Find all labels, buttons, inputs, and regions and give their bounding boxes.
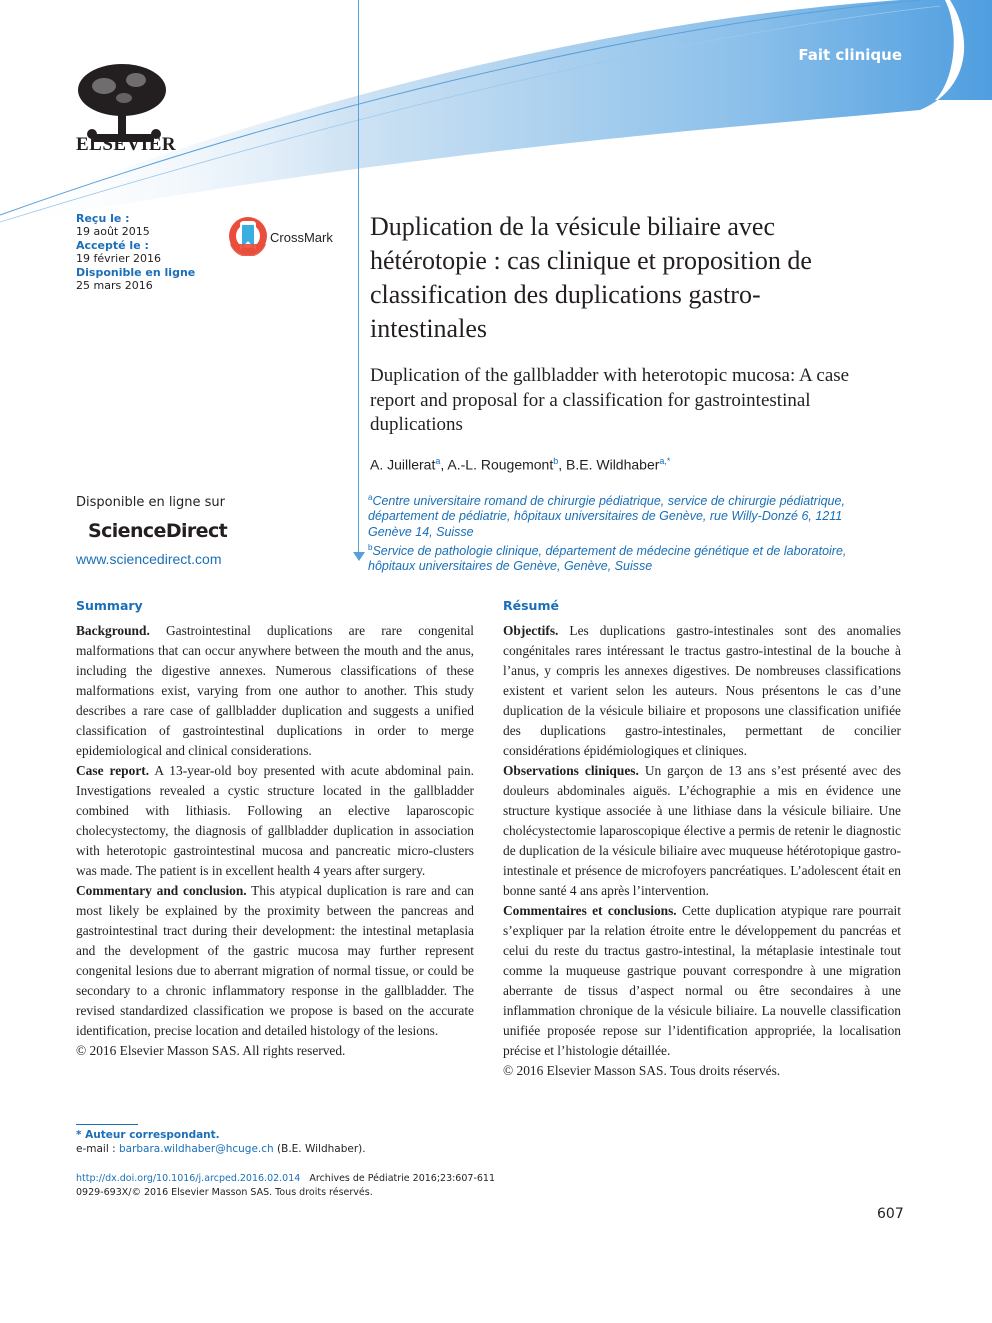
article-title-fr: Duplication de la vésicule biliaire avec hétérotopie : cas clinique et proposition de classification des duplications gastro-intestinales bbox=[370, 212, 812, 343]
online-date: 25 mars 2016 bbox=[76, 279, 153, 293]
summary-paragraph bbox=[76, 621, 474, 761]
affiliation-text: Service de pathologie clinique, département de médecine génétique et de laboratoire, hôpitaux universitaires de Genève, Genève, Suisse bbox=[368, 543, 847, 574]
footnote bbox=[76, 1128, 366, 1156]
article-dates bbox=[76, 212, 226, 292]
copyright-line bbox=[76, 1041, 474, 1061]
availability-label: Disponible en ligne sur bbox=[76, 495, 226, 510]
affiliations bbox=[368, 490, 888, 574]
copyright-line bbox=[503, 1061, 901, 1081]
publisher-name: ELSEVIER bbox=[76, 134, 177, 155]
paragraph-label: Case report. bbox=[76, 763, 150, 778]
affiliation-mark: b bbox=[368, 542, 373, 552]
summary-heading: Summary bbox=[76, 598, 143, 613]
citation-block bbox=[76, 1172, 495, 1200]
summary-column bbox=[76, 598, 474, 1061]
author-affiliation-mark[interactable]: a bbox=[435, 456, 441, 466]
affiliation-mark: a bbox=[368, 493, 373, 502]
journal-citation: Archives de Pédiatrie 2016;23:607-611 bbox=[309, 1173, 496, 1184]
paragraph-text: Cette duplication atypique rare pourrait s’expliquer par la relation étroite entre le développement du pancréas et celui du reste du tractus gastro-intestinal, la métaplasie intestinale tout comme la muqueuse gastrique pouvant correspondre à une migration aberrante de tissus d’aspect normal ou être secondaires à une inflammation chronique de la vésicule biliaire. La nouvelle classification unifiée proposée repose sur l’identification appropriée, la localisation précise et l’histologie détaillée. bbox=[503, 903, 901, 1058]
author-name: B.E. Wildhaber bbox=[566, 456, 660, 473]
resume-heading: Résumé bbox=[503, 598, 559, 613]
sciencedirect-link[interactable]: www.sciencedirect.com bbox=[76, 551, 222, 567]
paragraph-text: This atypical duplication is rare and can most likely be explained by the proximity between the pancreas and gastrointestinal tract during their development: the intestinal metaplasia and the development of the gastric mucosa may further represent congenital lesions due to aberrant migration of normal tissue, or could be secondary to a chronic inflammatory response in the gallbladder. The revised standardized classification we propose is based on the accurate identification, precise location and detailed histology of the lesions. bbox=[76, 883, 474, 1038]
online-label: Disponible en ligne bbox=[76, 265, 196, 279]
accepted-label: Accepté le : bbox=[76, 238, 149, 252]
resume-paragraph bbox=[503, 761, 901, 901]
crossmark-label[interactable]: CrossMark bbox=[270, 230, 333, 245]
paragraph-text: © 2016 Elsevier Masson SAS. All rights reserved. bbox=[76, 1043, 346, 1058]
author-name: A. Juillerat bbox=[370, 456, 436, 473]
resume-paragraph bbox=[503, 621, 901, 761]
received-label: Reçu le : bbox=[76, 212, 130, 225]
author-affiliation-mark[interactable]: b bbox=[553, 456, 559, 466]
vertical-divider bbox=[358, 0, 359, 560]
paragraph-text: Gastrointestinal duplications are rare congenital malformations that can occur anywhere between the mouth and the anus, including the digestive annexes. Numerous classifications of these malformations exist, varying from one author to another. This study describes a rare case of gallbladder duplication and suggests a unified classification of gastrointestinal duplications in order to merge epidemiological and clinical considerations. bbox=[76, 623, 474, 758]
article-title-en: Duplication of the gallbladder with heterotopic mucosa: A case report and proposal for a classification for gastrointestinal duplications bbox=[370, 365, 850, 435]
summary-paragraph bbox=[76, 881, 474, 1041]
paragraph-text: Un garçon de 13 ans s’est présenté avec des douleurs abdominales aiguës. L’échographie a mis en évidence une structure kystique associée à une lithiase dans la vésicule biliaire. Une cholécystectomie laparoscopique élective a permis de retenir le diagnostic de duplication de la vésicule biliaire avec muqueuse hétérotopique gastro-intestinale et présence de microfoyers pancréatiques. L’adolescent était en bonne santé 4 ans après l’intervention. bbox=[503, 763, 901, 898]
paragraph-label: Objectifs. bbox=[503, 623, 559, 638]
author-list bbox=[370, 456, 870, 473]
resume-column bbox=[503, 598, 901, 1081]
paragraph-label: Commentary and conclusion. bbox=[76, 883, 247, 898]
page-number: 607 bbox=[877, 1206, 904, 1222]
affiliation-item bbox=[368, 540, 888, 575]
author-affiliation-mark[interactable]: a,* bbox=[659, 456, 671, 466]
sciencedirect-logo: ScienceDirect bbox=[88, 520, 228, 542]
email-line bbox=[76, 1142, 366, 1156]
paragraph-label: Background. bbox=[76, 623, 150, 638]
resume-paragraph bbox=[503, 901, 901, 1061]
citation-line bbox=[76, 1172, 495, 1186]
paragraph-text: © 2016 Elsevier Masson SAS. Tous droits réservés. bbox=[503, 1063, 781, 1078]
summary-paragraph bbox=[76, 761, 474, 881]
paragraph-label: Observations cliniques. bbox=[503, 763, 639, 778]
issn-line: 0929-693X/© 2016 Elsevier Masson SAS. Tous droits réservés. bbox=[76, 1187, 373, 1198]
section-tag: Fait clinique bbox=[798, 46, 902, 64]
author-separator: , bbox=[558, 456, 567, 473]
corresponding-author-label: * Auteur correspondant. bbox=[76, 1129, 220, 1141]
paragraph-text: Les duplications gastro-intestinales sont des anomalies congénitales rares intéressant le tractus gastro-intestinal de la bouche à l’anus, y compris les annexes digestives. De nombreuses classifications existent et varient selon les auteurs. Nous présentons le cas d’une duplication de la vésicule biliaire et proposons une classification unifiée des duplications gastro-intestinales, permettant de concilier considérations épidémiologiques et cliniques. bbox=[503, 623, 901, 758]
affiliation-item bbox=[368, 490, 888, 540]
paragraph-text: A 13-year-old boy presented with acute abdominal pain. Investigations revealed a cystic structure located in the gallbladder combined with lithiasis. Following an elective laparoscopic cholecystectomy, the diagnosis of gallbladder duplication in association with heterotopic gastrointestinal mucosa and pancreatic micro-clusters was made. The patient is in excellent health 4 years after surgery. bbox=[76, 763, 474, 878]
author-separator: , bbox=[440, 456, 448, 473]
email-link[interactable]: barbara.wildhaber@hcuge.ch bbox=[118, 1143, 274, 1155]
email-label: e-mail : bbox=[76, 1143, 116, 1155]
received-date: 19 août 2015 bbox=[76, 225, 150, 239]
affiliation-text: Centre universitaire romand de chirurgie pédiatrique, service de chirurgie pédiatrique, département de pédiatrie, hôpitaux universitaires de Genève, rue Willy-Donzé 6, 1211 Genève 14, Suisse bbox=[368, 494, 845, 539]
divider-arrow-icon bbox=[353, 552, 365, 561]
footnote-rule bbox=[76, 1124, 138, 1125]
author-name: A.-L. Rougemont bbox=[447, 456, 554, 473]
crossmark-icon[interactable] bbox=[228, 216, 268, 256]
email-owner: (B.E. Wildhaber). bbox=[277, 1143, 366, 1155]
paragraph-label: Commentaires et conclusions. bbox=[503, 903, 677, 918]
accepted-date: 19 février 2016 bbox=[76, 252, 162, 266]
doi-link[interactable]: http://dx.doi.org/10.1016/j.arcped.2016.02.014 bbox=[76, 1173, 301, 1184]
